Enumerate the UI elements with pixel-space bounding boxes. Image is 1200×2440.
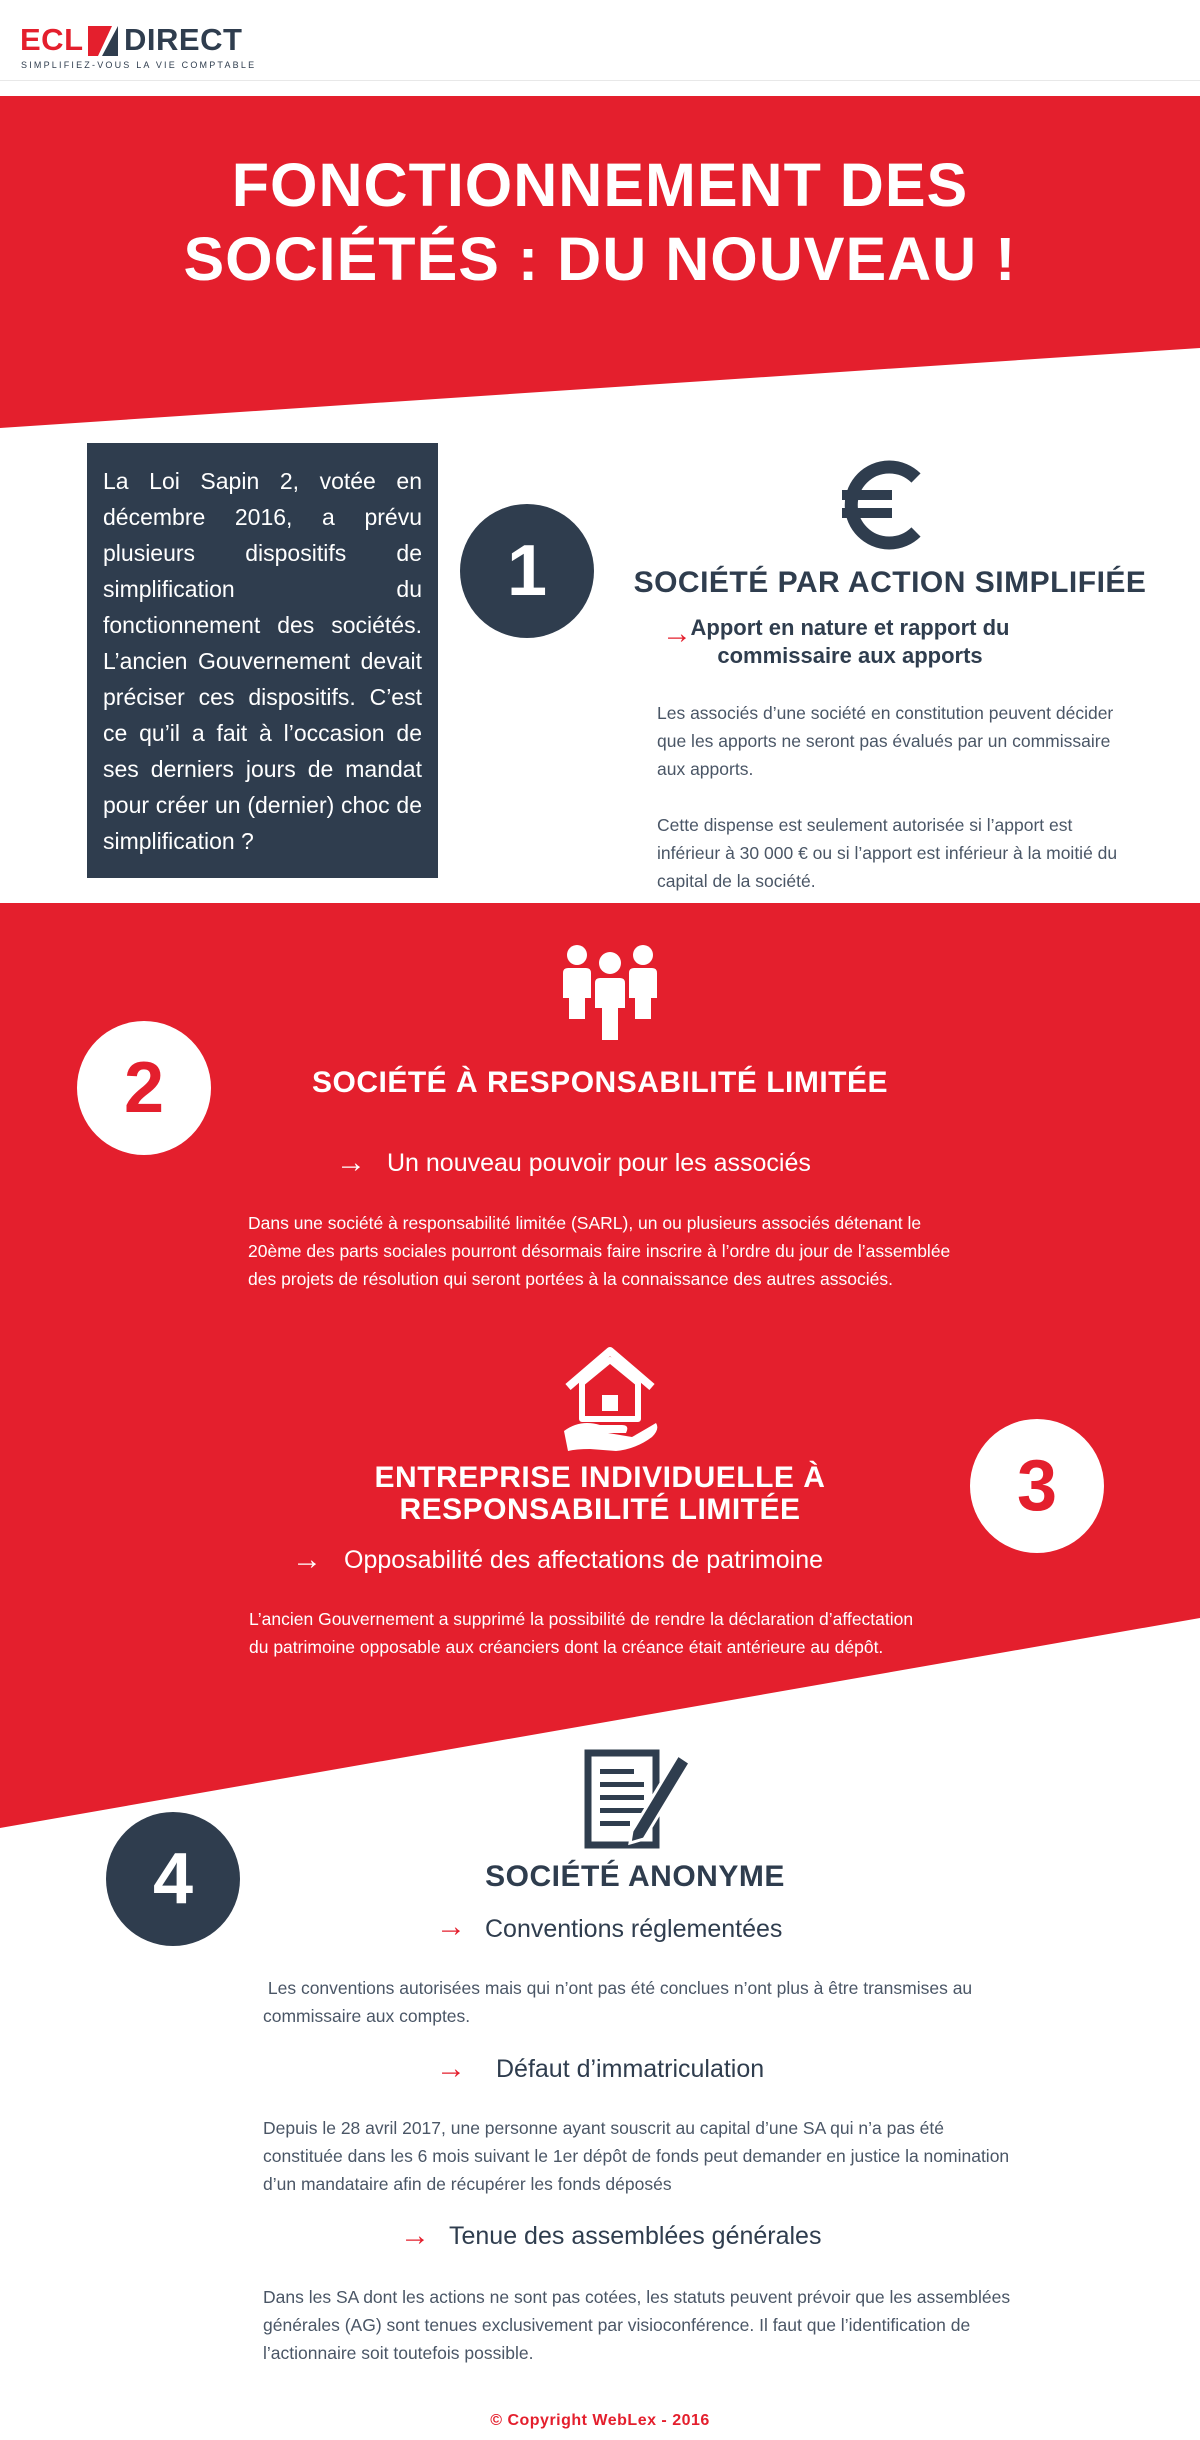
section-4-item-3-paragraph: Dans les SA dont les actions ne sont pas cotées, les statuts peuvent prévoir que les assemblées générales (AG) sont tenues exclusivement par visioconférence. Il faut que l’identification de l’actionnaire soit toutefois possible. bbox=[263, 2287, 1011, 2363]
section-4-title: SOCIÉTÉ ANONYME bbox=[485, 1860, 785, 1893]
logo-mark-icon bbox=[88, 26, 118, 56]
section-2-subtitle: Un nouveau pouvoir pour les associés bbox=[387, 1149, 811, 1177]
section-3-arrow-icon: → bbox=[292, 1543, 322, 1576]
logo-ecl: ECL bbox=[20, 22, 84, 57]
section-1-arrow-icon: → bbox=[662, 617, 692, 650]
section-4-number: 4 bbox=[106, 1812, 240, 1946]
page-title-line1: FONCTIONNEMENT DES bbox=[231, 151, 969, 219]
section-3-subtitle: Opposabilité des affectations de patrimoine bbox=[344, 1546, 824, 1574]
section-4-item-2-paragraph: Depuis le 28 avril 2017, une personne ayant souscrit au capital d’une SA qui n’a pas été constituée dans les 6 mois suivant le 1er dépôt de fonds peut demander en justice la nomination d’un mandataire afin de récupérer les fonds déposés bbox=[263, 2118, 1010, 2194]
section-3-title: ENTREPRISE INDIVIDUELLE À RESPONSABILITÉ LIMITÉE bbox=[374, 1461, 826, 1526]
section-2-paragraph: Dans une société à responsabilité limitée (SARL), un ou plusieurs associés détenant le 20ème des parts sociales pourront désormais faire inscrire à l’ordre du jour de l’assemblée des projets de résolution qui seront portées à la connaissance des autres associés. bbox=[248, 1213, 951, 1289]
intro-box: La Loi Sapin 2, votée en décembre 2016, a prévu plusieurs dispositifs de simplification du fonctionnement des sociétés. L’ancien Gouvernement devait préciser ces dispositifs. C’est ce qu’il a fait à l’occasion de ses derniers jours de mandat pour créer un (dernier) choc de simplification ? bbox=[87, 443, 438, 878]
euro-icon bbox=[838, 460, 928, 550]
section-4-item-1-subtitle: Conventions réglementées bbox=[485, 1915, 783, 1943]
section-3-number: 3 bbox=[970, 1419, 1104, 1553]
copyright: © Copyright WebLex - 2016 bbox=[490, 2412, 710, 2429]
logo[interactable] bbox=[20, 22, 280, 72]
section-1-title: SOCIÉTÉ PAR ACTION SIMPLIFIÉE bbox=[633, 566, 1147, 599]
section-3-paragraph: L’ancien Gouvernement a supprimé la possibilité de rendre la déclaration d’affectation du patrimoine opposable aux créanciers dont la créance était antérieure au dépôt. bbox=[249, 1609, 914, 1657]
logo-direct: DIRECT bbox=[124, 22, 243, 57]
page-title bbox=[0, 148, 1200, 296]
section-1-paragraph-2: Cette dispense est seulement autorisée si l’apport est inférieur à 30 000 € ou si l’apport est inférieur à la moitié du capital de la société. bbox=[657, 815, 1118, 891]
people-icon bbox=[560, 943, 660, 1043]
section-1-paragraph-1: Les associés d’une société en constitution peuvent décider que les apports ne seront pas évalués par un commissaire aux apports. bbox=[657, 703, 1114, 779]
section-2-title: SOCIÉTÉ À RESPONSABILITÉ LIMITÉE bbox=[311, 1066, 889, 1099]
section-4-item-2-subtitle: Défaut d’immatriculation bbox=[496, 2055, 765, 2083]
page-title-line2: SOCIÉTÉS : DU NOUVEAU ! bbox=[183, 225, 1017, 293]
section-4-item-3-arrow-icon: → bbox=[400, 2219, 430, 2252]
logo-tagline: SIMPLIFIEZ-VOUS LA VIE COMPTABLE bbox=[21, 60, 257, 70]
section-4-item-2-arrow-icon: → bbox=[436, 2052, 466, 2085]
document-pen-icon bbox=[580, 1745, 700, 1855]
house-hand-icon bbox=[560, 1345, 660, 1455]
section-2-number: 2 bbox=[77, 1021, 211, 1155]
section-4-item-3-subtitle: Tenue des assemblées générales bbox=[449, 2222, 822, 2250]
section-1-number: 1 bbox=[460, 504, 594, 638]
section-4-item-1-arrow-icon: → bbox=[436, 1910, 466, 1943]
section-2-arrow-icon: → bbox=[336, 1146, 366, 1179]
section-4-item-1-paragraph: Les conventions autorisées mais qui n’ont pas été conclues n’ont plus à être transmises au commissaire aux comptes. bbox=[263, 1978, 978, 2026]
section-1-subtitle: Apport en nature et rapport du commissaire aux apports bbox=[690, 615, 1010, 668]
